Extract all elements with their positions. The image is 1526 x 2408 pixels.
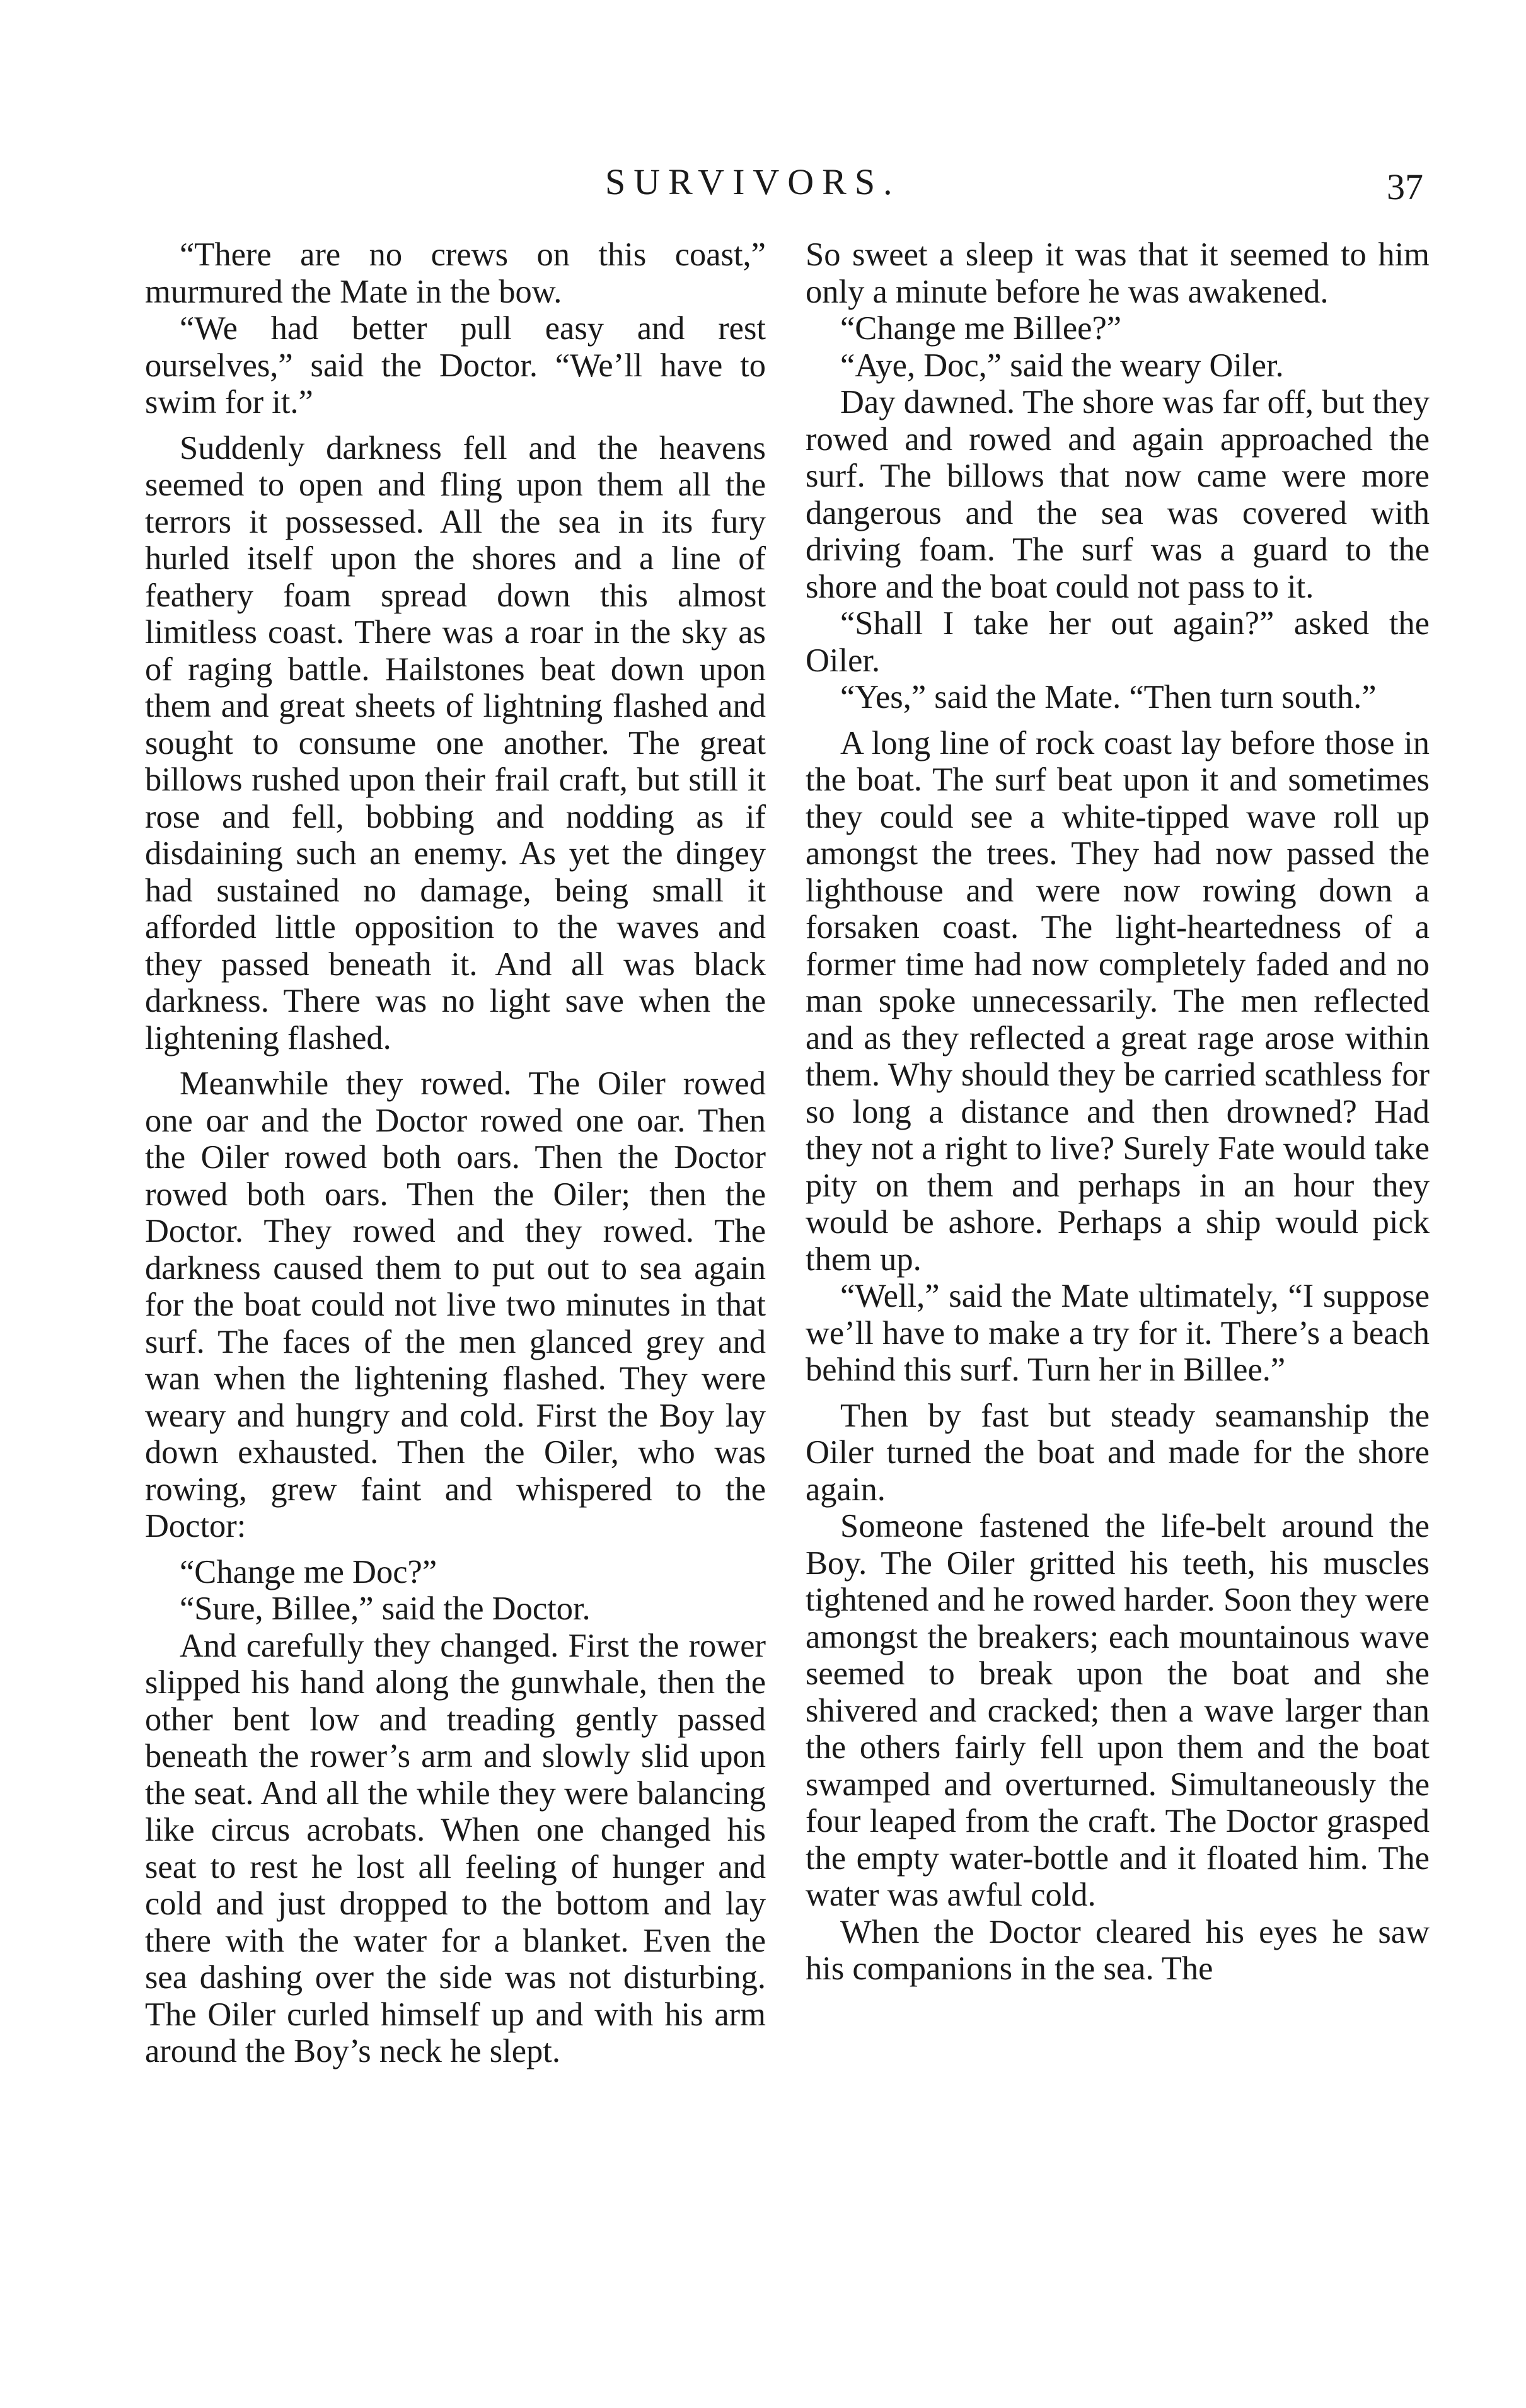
paragraph: Day dawned. The shore was far off, but they rowed and rowed and again approached the surf. The billows that now came were more dangerous and the sea was covered with driving foam. The surf was a guard to the shore and the boat could not pass to it.	[806, 384, 1430, 605]
running-title: SURVIVORS.	[605, 161, 901, 202]
right-column	[806, 236, 1430, 2336]
paragraph: “Change me Doc?”	[180, 1553, 437, 1590]
paragraph: “Aye, Doc,” said the weary Oiler.	[840, 347, 1284, 384]
paragraph: “There are no crews on this coast,” murmured the Mate in the bow.	[145, 236, 766, 310]
paragraph: “Yes,” said the Mate. “Then turn south.”	[840, 679, 1377, 715]
paragraph: Then by fast but steady seamanship the Oiler turned the boat and made for the shore again.	[806, 1397, 1430, 1508]
paragraph: “Shall I take her out again?” asked the Oiler.	[806, 605, 1430, 679]
paragraph: “Sure, Billee,” said the Doctor.	[180, 1590, 591, 1627]
paragraph-continued: So sweet a sleep it was that it seemed to him only a minute before he was awakened.	[806, 236, 1430, 310]
paragraph: A long line of rock coast lay before those in the boat. The surf beat upon it and sometimes they could see a white-tipped wave roll up amongst the trees. They had now passed the lighthouse and were now rowing down a forsaken coast. The light-heartedness of a former time had now completely faded and no man spoke unnecessarily. The men reflected and as they reflected a great rage arose within them. Why should they be carried scathless for so long a distance and then drowned? Had they not a right to live? Surely Fate would take pity on them and perhaps in an hour they would be ashore. Perhaps a ship would pick them up.	[806, 724, 1430, 1278]
paragraph: “Change me Billee?”	[840, 310, 1122, 347]
left-column	[145, 236, 766, 2336]
page-header	[0, 161, 1526, 217]
paragraph: Suddenly darkness fell and the heavens seemed to open and fling upon them all the terrors it possessed. All the sea in its fury hurled itself upon the shores and a line of feathery foam spread down this almost limitless coast. There was a roar in the sky as of raging battle. Hailstones beat down upon them and great sheets of lightning flashed and sought to consume one another. The great billows rushed upon their frail craft, but still it rose and fell, bobbing and nodding as if disdaining such an enemy. As yet the dingey had sustained no damage, being small it afforded little opposition to the waves and they passed beneath it. And all was black darkness. There was no light save when the lightening flashed.	[145, 429, 766, 1056]
paragraph: And carefully they changed. First the rower slipped his hand along the gunwhale, then the other bent low and treading gently passed beneath the rower’s arm and slowly slid upon the seat. And all the while they were balancing like circus acrobats. When one changed his seat to rest he lost all feeling of hunger and cold and just dropped to the bottom and lay there with the water for a blanket. Even the sea dashing over the side was not disturbing. The Oiler curled himself up and with his arm around the Boy’s neck he slept.	[145, 1627, 766, 2069]
paragraph: When the Doctor cleared his eyes he saw his companions in the sea. The	[806, 1913, 1430, 1987]
paragraph: “Well,” said the Mate ultimately, “I suppose we’ll have to make a try for it. There’s a beach behind this surf. Turn her in Billee.”	[806, 1278, 1430, 1388]
paragraph: Meanwhile they rowed. The Oiler rowed one oar and the Doctor rowed one oar. Then the Oiler rowed both oars. Then the Doctor rowed both oars. Then the Oiler; then the Doctor. They rowed and they rowed. The darkness caused them to put out to sea again for the boat could not live two minutes in that surf. The faces of the men glanced grey and wan when the lightening flashed. They were weary and hungry and cold. First the Boy lay down exhausted. Then the Oiler, who was rowing, grew faint and whispered to the Doctor:	[145, 1065, 766, 1544]
paragraph: Someone fastened the life-belt around the Boy. The Oiler gritted his teeth, his muscles tightened and he rowed harder. Soon they were amongst the breakers; each mountainous wave seemed to break upon the boat and she shivered and cracked; then a wave larger than the others fairly fell upon them and the boat swamped and overturned. Simultaneously the four leaped from the craft. The Doctor grasped the empty water-bottle and it floated him. The water was awful cold.	[806, 1508, 1430, 1913]
page-number: 37	[1387, 166, 1423, 207]
paragraph: “We had better pull easy and rest ourselves,” said the Doctor. “We’ll have to swim for it.”	[145, 310, 766, 420]
